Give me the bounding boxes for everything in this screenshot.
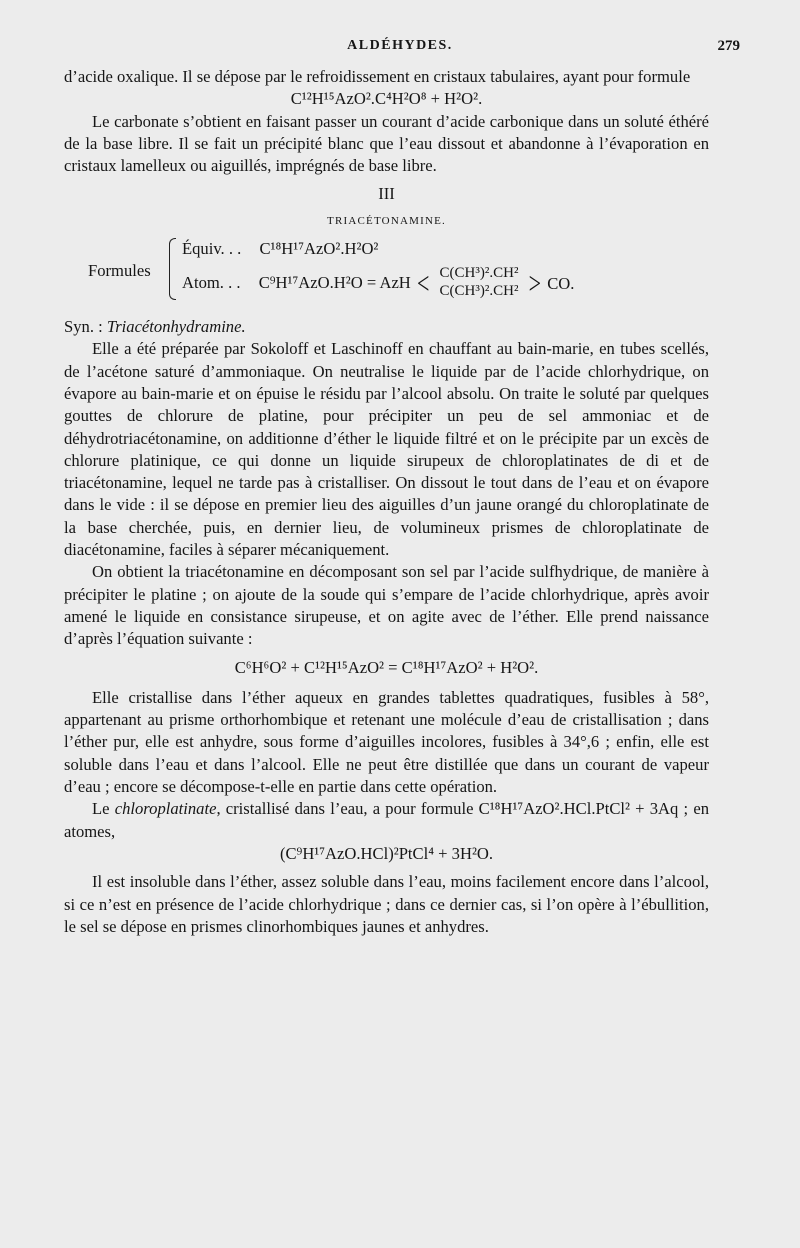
page-number: 279: [717, 38, 740, 54]
section-number: III: [378, 184, 395, 204]
atom-formula-tail: CO.: [547, 273, 575, 293]
formula-equation: C⁶H⁶O² + C¹²H¹⁵AzO² = C¹⁸H¹⁷AzO² + H²O².: [234, 657, 539, 677]
paragraph-oxalate: d’acide oxalique. Il se dépose par le refroidissement en cristaux tabulaires, ayant pour formule: [64, 67, 691, 86]
formulas-label: Formules: [88, 261, 151, 281]
page-body: [64, 66, 709, 938]
atom-formula-bottom: C(CH³)².CH²: [439, 283, 519, 300]
paragraph-crystallization: Elle cristallise dans l’éther aqueux en grandes tablettes quadratiques, fusibles à 58°, appartenant au prisme orthorhombique et retenant une molécule d’eau de cristallisation ; dans l’éther pur, elle est anhydre, sous forme d’aiguilles incolores, fusibles à 34°,6 ; enfin, elle est soluble dans l’eau et dans l’alcool. Elle ne peut être distillée que dans un courant de vapeur d’eau ; encore se décompose-t-elle en partie dans cette opération.: [64, 687, 709, 797]
formula-equiv-row: [182, 238, 378, 260]
paragraph-carbonate: Le carbonate s’obtient en faisant passer un courant d’acide carbonique dans un soluté éthéré de la base libre. Il se fait un précipité blanc que l’eau dissout et abandonne à l’évaporation en cristaux lamelleux ou aiguillés, imprégnés de base libre.: [64, 111, 709, 176]
chloroplatinate-term: chloroplatinate: [114, 799, 217, 819]
paragraph-chloroplatinate: [64, 798, 709, 843]
chloroplatinate-rest: , cristallisé dans l’eau, a pour formule C¹⁸H¹⁷AzO².HCl.PtCl² + 3Aq ; en atomes,: [64, 799, 709, 841]
formula-oxalate: C¹²H¹⁵AzO².C⁴H²O⁸ + H²O².: [290, 89, 483, 109]
paragraph-solubility: Il est insoluble dans l’éther, assez soluble dans l’eau, moins facilement encore dans l’alcool, si ce n’est en présence de l’acide chlorhydrique ; dans ce dernier cas, si l’on opère à l’ébullition, le sel se dépose en prismes clinorhombiques jaunes et anhydres.: [64, 872, 709, 936]
equiv-formula: C¹⁸H¹⁷AzO².H²O²: [259, 239, 379, 259]
brace-icon: [169, 238, 176, 300]
paragraph-decomposition: On obtient la triacétonamine en décomposant son sel par l’acide sulfhydrique, de manière à précipiter le platine ; on ajoute de la soude qui s’empare de l’acide chlorhydrique, après avoir amené le liquide en consistance sirupeuse, et on agite avec de l’éther. Elle prend naissance d’après l’équation suivante :: [64, 562, 709, 649]
atom-formula-lhs: C⁹H¹⁷AzO.H²O = AzH: [258, 272, 411, 292]
angle-left-icon: <: [416, 265, 430, 301]
formula-chloroplatinate-atoms: (C⁹H¹⁷AzO.HCl)²PtCl⁴ + 3H²O.: [279, 843, 494, 863]
section-title: TRIACÉTONAMINE.: [327, 214, 446, 227]
paragraph-preparation: Elle a été préparée par Sokoloff et Laschinoff en chauffant au bain-marie, en tubes scellés, de l’acétone saturé d’ammoniaque. On neutralise le liquide par de l’acide chlorhydrique, on évapore au bain-marie et on épuise le résidu par l’alcool absolu. On traite le soluté par quelques gouttes de chlorure de platine, pour précipiter un peu de sel ammoniac et de déhydrotriacétonamine, on additionne d’éther le liquide filtré et on le précipite par un excès de chlorure platinique, ce qui donne un liquide sirupeux de chloroplatinates de di et de triacétonamine, lequel ne tarde pas à cristalliser. On dissout le tout dans de l’eau et on évapore dans le vide : il se dépose en premier lieu des aiguilles d’un jaune orangé du chloroplatinate de la base cherchée, puis, en dernier lieu, de volumineux prismes de chloroplatinate de diacétonamine, faciles à séparer mécaniquement.: [64, 339, 709, 560]
formula-atom-row: [182, 266, 574, 302]
synonym-line: [64, 316, 709, 338]
formulas-block: [64, 236, 709, 306]
running-title: ALDÉHYDES.: [347, 38, 453, 53]
atom-formula-top: C(CH³)².CH²: [439, 265, 519, 282]
atom-formula-stack: [440, 264, 519, 300]
chloroplatinate-intro: Le: [92, 799, 110, 819]
synonym-label: Syn. :: [64, 317, 103, 337]
angle-right-icon: >: [528, 265, 542, 301]
equiv-label: Équiv. . .: [182, 239, 242, 259]
running-header: [60, 38, 740, 60]
atom-label: Atom. . .: [182, 272, 241, 292]
synonym-name: Triacétonhydramine.: [106, 317, 246, 337]
